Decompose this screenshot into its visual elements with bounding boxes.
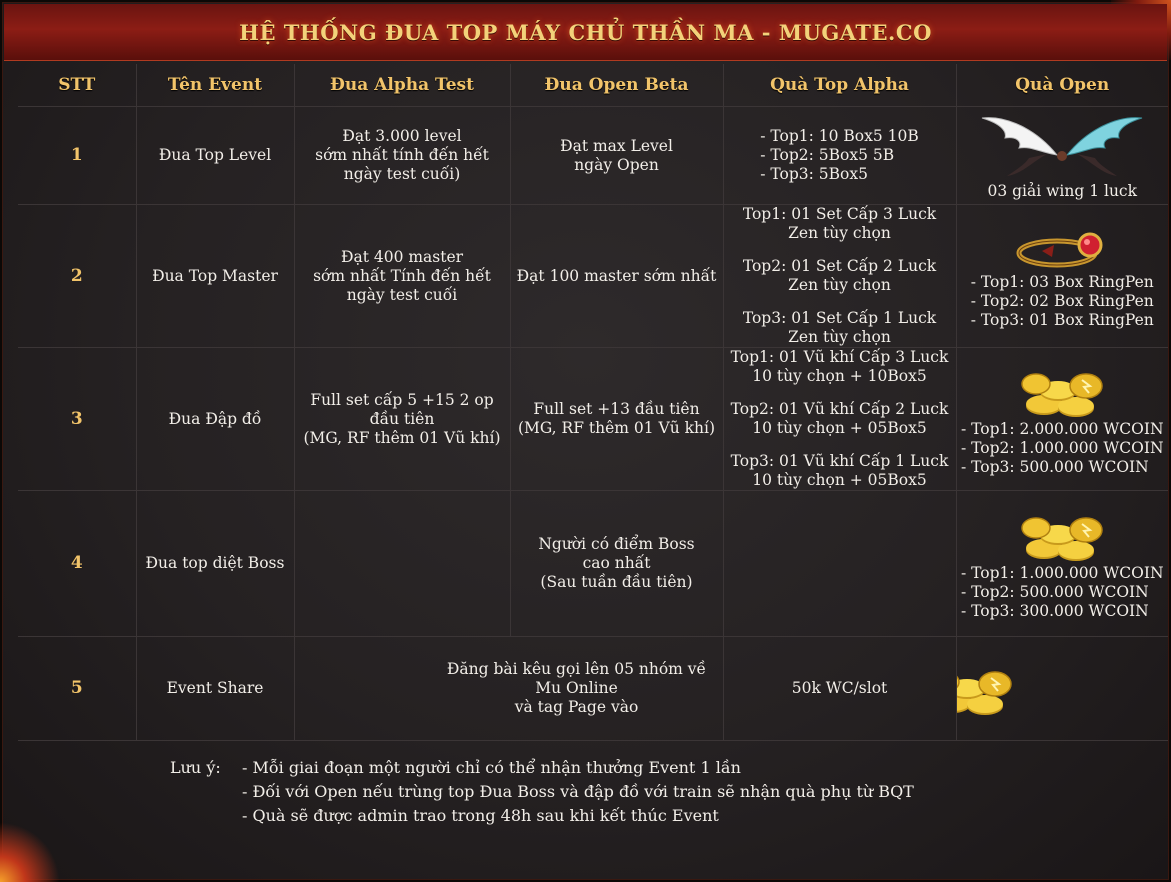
gold-coins-icon (1014, 506, 1110, 564)
title-banner (4, 4, 1167, 61)
alpha-condition (294, 107, 510, 205)
text-line: sớm nhất tính đến hết (315, 146, 489, 164)
col-header: Tên Event (136, 64, 294, 107)
fire-decoration (0, 822, 60, 882)
text-line: Full set +13 đầu tiên (533, 400, 700, 418)
text-line: - Top2: 5Box5 5B (760, 146, 895, 164)
text-line: ngày Open (574, 155, 659, 174)
alpha-reward (723, 348, 956, 491)
text-line: - Top1: 03 Box RingPen (970, 272, 1154, 291)
event-name: Event Share (136, 637, 294, 741)
text-line: Full set cấp 5 +15 2 op (310, 390, 494, 409)
open-condition (510, 107, 723, 205)
row-number: 5 (18, 637, 136, 741)
page-title: HỆ THỐNG ĐUA TOP MÁY CHỦ THẦN MA - MUGATE.CO (239, 19, 932, 45)
text-line: 10 tùy chọn + 05Box5 (752, 471, 927, 489)
table-row (18, 491, 1168, 637)
alpha-reward (723, 107, 956, 205)
event-name: Đua Đập đồ (136, 348, 294, 491)
share-reward-icon-cell (956, 637, 1168, 741)
share-description (294, 637, 723, 741)
text-line: - Top2: 1.000.000 WCOIN (960, 438, 1164, 457)
text-line: (MG, RF thêm 01 Vũ khí) (517, 419, 716, 437)
table-row (18, 205, 1168, 348)
share-reward: 50k WC/slot (723, 637, 956, 741)
notes-label: Lưu ý: (170, 758, 221, 777)
note-item: - Mỗi giai đoạn một người chỉ có thể nhận thưởng Event 1 lần (242, 758, 741, 777)
text-line: Đạt 3.000 level (342, 127, 462, 145)
alpha-reward (723, 491, 956, 637)
text-line: - Top2: 500.000 WCOIN (960, 583, 1149, 601)
text-line: - Top3: 5Box5 (760, 165, 868, 183)
text-line: Đăng bài kêu gọi lên 05 nhóm về Mu Online (446, 660, 707, 697)
text-line: - Top1: 2.000.000 WCOIN (960, 419, 1164, 438)
text-line: - Top3: 300.000 WCOIN (960, 602, 1149, 620)
note-item: - Quà sẽ được admin trao trong 48h sau khi kết thúc Event (242, 806, 719, 825)
text-line: 03 giải wing 1 luck (987, 182, 1137, 200)
note-item: - Đối với Open nếu trùng top Đua Boss và đập đồ với train sẽ nhận quà phụ từ BQT (242, 782, 914, 801)
row-number: 3 (18, 348, 136, 491)
text-line: Top2: 01 Vũ khí Cấp 2 Luck (730, 400, 949, 418)
text-line: ngày test cuối (346, 285, 458, 304)
open-reward (956, 491, 1168, 637)
open-condition: Đạt 100 master sớm nhất (510, 205, 723, 348)
open-condition (510, 348, 723, 491)
alpha-condition (294, 348, 510, 491)
row-number: 1 (18, 107, 136, 205)
text-line: Top3: 01 Set Cấp 1 Luck Zen tùy chọn (742, 309, 937, 346)
event-name: Đua top diệt Boss (136, 491, 294, 637)
text-line: Top1: 01 Vũ khí Cấp 3 Luck (730, 348, 949, 366)
gold-coins-icon (956, 660, 1019, 718)
alpha-condition (294, 205, 510, 348)
open-reward (956, 205, 1168, 348)
ring-pendant-icon (1012, 223, 1112, 273)
event-name: Đua Top Level (136, 107, 294, 205)
text-line: - Top2: 02 Box RingPen (970, 291, 1154, 310)
text-line: Top3: 01 Vũ khí Cấp 1 Luck (730, 452, 949, 470)
open-condition (510, 491, 723, 637)
wings-icon (977, 110, 1147, 180)
text-line: - Top3: 01 Box RingPen (970, 310, 1154, 329)
event-name: Đua Top Master (136, 205, 294, 348)
text-line: - Top1: 10 Box5 10B (760, 127, 919, 145)
table-row (18, 107, 1168, 205)
text-line: Top2: 01 Set Cấp 2 Luck Zen tùy chọn (742, 257, 937, 294)
col-header: Quà Top Alpha (723, 64, 956, 107)
col-header: Quà Open (956, 64, 1168, 107)
event-table (18, 64, 1168, 741)
table-row (18, 637, 1168, 741)
table-header-row (18, 64, 1168, 107)
text-line: (Sau tuần đầu tiên) (540, 573, 693, 591)
text-line: 10 tùy chọn + 10Box5 (752, 367, 927, 385)
alpha-reward (723, 205, 956, 348)
row-number: 2 (18, 205, 136, 348)
text-line: Người có điểm Boss (538, 535, 695, 553)
row-number: 4 (18, 491, 136, 637)
text-line: Đạt max Level (560, 136, 673, 155)
notes-section (170, 756, 914, 828)
gold-coins-icon (1014, 362, 1110, 420)
text-line: sớm nhất Tính đến hết (313, 266, 491, 285)
open-reward (956, 107, 1168, 205)
col-header: Đua Open Beta (510, 64, 723, 107)
text-line: ngày test cuối) (343, 165, 461, 183)
open-reward (956, 348, 1168, 491)
text-line: 10 tùy chọn + 05Box5 (752, 419, 927, 437)
text-line: và tag Page vào (514, 698, 639, 716)
table-row (18, 348, 1168, 491)
text-line: cao nhất (582, 554, 651, 572)
alpha-condition (294, 491, 510, 637)
text-line: Đạt 400 master (340, 247, 464, 266)
text-line: Top1: 01 Set Cấp 3 Luck Zen tùy chọn (742, 205, 937, 242)
text-line: đầu tiên (369, 409, 435, 428)
text-line: (MG, RF thêm 01 Vũ khí) (303, 428, 501, 447)
text-line: - Top1: 1.000.000 WCOIN (960, 564, 1164, 582)
col-header: Đua Alpha Test (294, 64, 510, 107)
notes-list (170, 756, 914, 828)
text-line: - Top3: 500.000 WCOIN (960, 457, 1149, 476)
col-header: STT (18, 64, 136, 107)
